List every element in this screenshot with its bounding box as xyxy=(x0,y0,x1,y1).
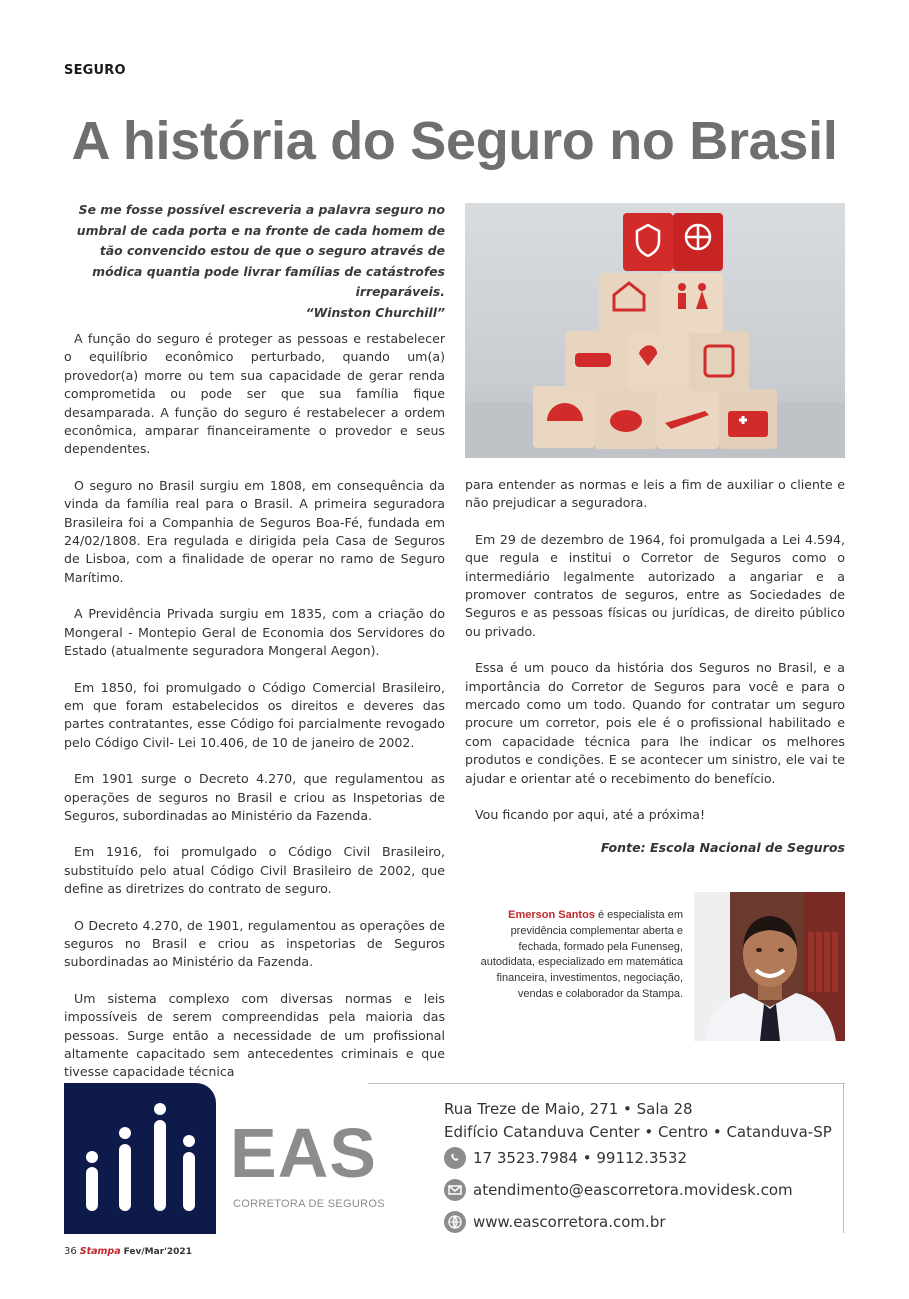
paragraph: Um sistema complexo com diversas normas e leis impossíveis de serem compreendidas pela maioria das pessoas. Surge então a necessidade de um profissional altamente capacitado sem antecedentes criminais e que tivesse capacidade técnica xyxy=(64,990,445,1080)
address-line-2: Edifício Catanduva Center • Centro • Catanduva-SP xyxy=(444,1123,832,1141)
address-line-1: Rua Treze de Maio, 271 • Sala 28 xyxy=(444,1100,693,1118)
page-title: A história do Seguro no Brasil xyxy=(71,111,838,171)
phone-contact xyxy=(444,1147,687,1169)
paragraph: O Decreto 4.270, de 1901, regulamentou as operações de seguros no Brasil e criou as inspetorias de Seguros subordinadas ao Ministério da Fazenda. xyxy=(64,917,445,970)
epigraph-quote xyxy=(70,200,445,324)
footer-divider-vertical xyxy=(843,1083,844,1233)
magazine-name: Stampa xyxy=(79,1246,121,1257)
author-description: é especialista em previdência complementar aberta e fechada, formado pela Funenseg, autodidata, especializado em matemática financeira, investimentos, negociação, vendas e colaborador da Stampa. xyxy=(480,909,683,1000)
section-label: SEGURO xyxy=(64,63,126,78)
envelope-icon xyxy=(444,1179,466,1201)
closing-line: Vou ficando por aqui, até a próxima! xyxy=(475,807,705,823)
website-contact xyxy=(444,1211,666,1233)
quote-text: Se me fosse possível escreveria a palavra seguro no umbral de cada porta e na fronte de cada homem de tão convencido estou de que o seguro através de módica quantia pode livrar famílias de catástrofes irreparáveis. xyxy=(76,202,445,300)
brand-tagline: CORRETORA DE SEGUROS xyxy=(233,1198,385,1210)
paragraph: Em 1916, foi promulgado o Código Civil Brasileiro, substituído pelo atual Código Civil Brasileiro de 2002, que define as diretrizes do contrato de seguro. xyxy=(64,844,445,897)
footer-divider xyxy=(368,1083,845,1084)
paragraph: Em 1901 surge o Decreto 4.270, que regulamentou as operações de seguros no Brasil e criou as Inspetorias de Seguros, subordinadas ao Ministério da Fazenda. xyxy=(64,771,445,823)
email-contact xyxy=(444,1179,793,1201)
page-footer xyxy=(64,1246,192,1257)
article-left-column xyxy=(64,330,445,1100)
website-url[interactable]: www.eascorretora.com.br xyxy=(473,1213,666,1231)
page-number: 36 xyxy=(64,1246,77,1257)
insurance-blocks-photo xyxy=(465,203,845,458)
globe-icon xyxy=(444,1211,466,1233)
whatsapp-icon xyxy=(444,1147,466,1169)
brand-name: EAS xyxy=(230,1114,377,1192)
paragraph: para entender as normas e leis a fim de auxiliar o cliente e não prejudicar a seguradora. xyxy=(465,477,845,511)
issue-date: Fev/Mar'2021 xyxy=(123,1247,192,1257)
quote-author: “Winston Churchill” xyxy=(305,304,445,320)
email-address[interactable]: atendimento@eascorretora.movidesk.com xyxy=(473,1181,793,1199)
paragraph: O seguro no Brasil surgiu em 1808, em consequência da vinda da família real para o Brasil. A primeira seguradora Brasileira foi a Companhia de Seguros Boa-Fé, fundada em 24/02/1808. Era regulada e dirigida pela Casa de Seguros de Lisboa, com a finalidade de operar no ramo de Seguro Marítimo. xyxy=(64,477,445,585)
source-credit: Fonte: Escola Nacional de Seguros xyxy=(600,839,845,855)
article-right-column xyxy=(465,476,845,857)
paragraph: Em 1850, foi promulgado o Código Comercial Brasileiro, em que foram estabelecidos os direitos e deveres das partes contratantes, esse Código foi parcialmente revogado pelo Código Civil- Lei 10.406, de 10 de janeiro de 2002. xyxy=(64,679,445,750)
eas-logo-mark xyxy=(64,1083,216,1234)
paragraph: Em 29 de dezembro de 1964, foi promulgada a Lei 4.594, que regula e institui o Corretor de Seguros como o intermediário legalmente autorizado a angariar e a promover contratos de seguros, entre as Sociedades de Seguros e as pessoas físicas ou jurídicas, de direito público ou privado. xyxy=(465,531,845,639)
paragraph: A função do seguro é proteger as pessoas e restabelecer o equilíbrio econômico perturbado, quando um(a) provedor(a) morre ou tem sua capacidade de gerar renda comprometida ou pode ser que sua família fique desamparada. A função do seguro é restabelecer a ordem econômica, amparar financeiramente o provedor e seus dependentes. xyxy=(64,331,445,457)
paragraph: Essa é um pouco da história dos Seguros no Brasil, e a importância do Corretor de Seguros para você e para o mercado como um todo. Quando for contratar um seguro procure um corretor, pois ele é o profissional habilitado e com capacidade técnica para lhe indicar os melhores produtos e condições. E se acontecer um sinistro, ele vai te ajudar e orientar até o recebimento do benefício. xyxy=(465,660,845,786)
paragraph: A Previdência Privada surgiu em 1835, com a criação do Mongeral - Montepio Geral de Economia dos Servidores do Estado (atualmente seguradora Mongeral Aegon). xyxy=(64,606,445,659)
phone-numbers: 17 3523.7984 • 99112.3532 xyxy=(473,1149,688,1167)
author-portrait xyxy=(694,892,845,1041)
author-name: Emerson Santos xyxy=(508,909,595,921)
author-bio xyxy=(470,908,683,1003)
